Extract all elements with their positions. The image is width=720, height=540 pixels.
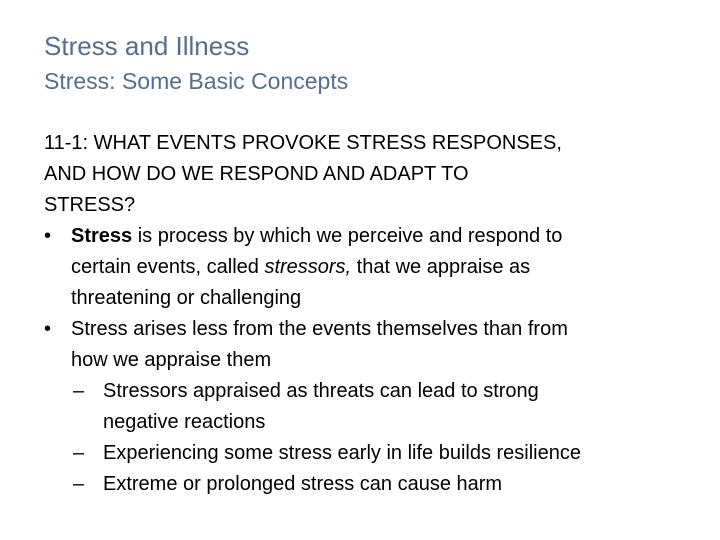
bullet-line [71,252,694,283]
bullet-item [44,221,694,314]
bullet-line [71,221,694,252]
slide-title: Stress and Illness [44,31,250,61]
sub-bullet-line: negative reactions [103,411,266,433]
bold-term: Stress [71,225,133,247]
bullet-line: threatening or challenging [71,287,302,309]
sub-bullet-line: Extreme or prolonged stress can cause harm [103,473,503,495]
heading-line: STRESS? [44,194,136,216]
heading-line: 11-1: WHAT EVENTS PROVOKE STRESS RESPONSES, [44,132,562,154]
sub-bullet-item [44,469,694,500]
bullet-item [44,314,694,376]
sub-bullet-line: Experiencing some stress early in life builds resilience [103,442,581,464]
section-heading [44,128,694,221]
sub-bullet-marker: – [73,442,85,464]
sub-bullet-line: Stressors appraised as threats can lead to strong [103,380,539,402]
bullet-text: certain events, called [71,256,265,278]
slide-subtitle: Stress: Some Basic Concepts [44,68,349,94]
slide-body [44,128,694,500]
bullet-line: Stress arises less from the events themselves than from [71,318,568,340]
sub-bullet-marker: – [73,380,85,402]
italic-term: stressors, [264,256,352,278]
sub-bullet-item [44,376,694,438]
sub-bullet-marker: – [73,473,85,495]
sub-bullet-item [44,438,694,469]
bullet-text: is process by which we perceive and respond to [132,225,563,247]
bullet-marker: • [44,225,52,247]
heading-line: AND HOW DO WE RESPOND AND ADAPT TO [44,163,469,185]
bullet-marker: • [44,318,52,340]
bullet-text: that we appraise as [351,256,531,278]
bullet-line: how we appraise them [71,349,272,371]
